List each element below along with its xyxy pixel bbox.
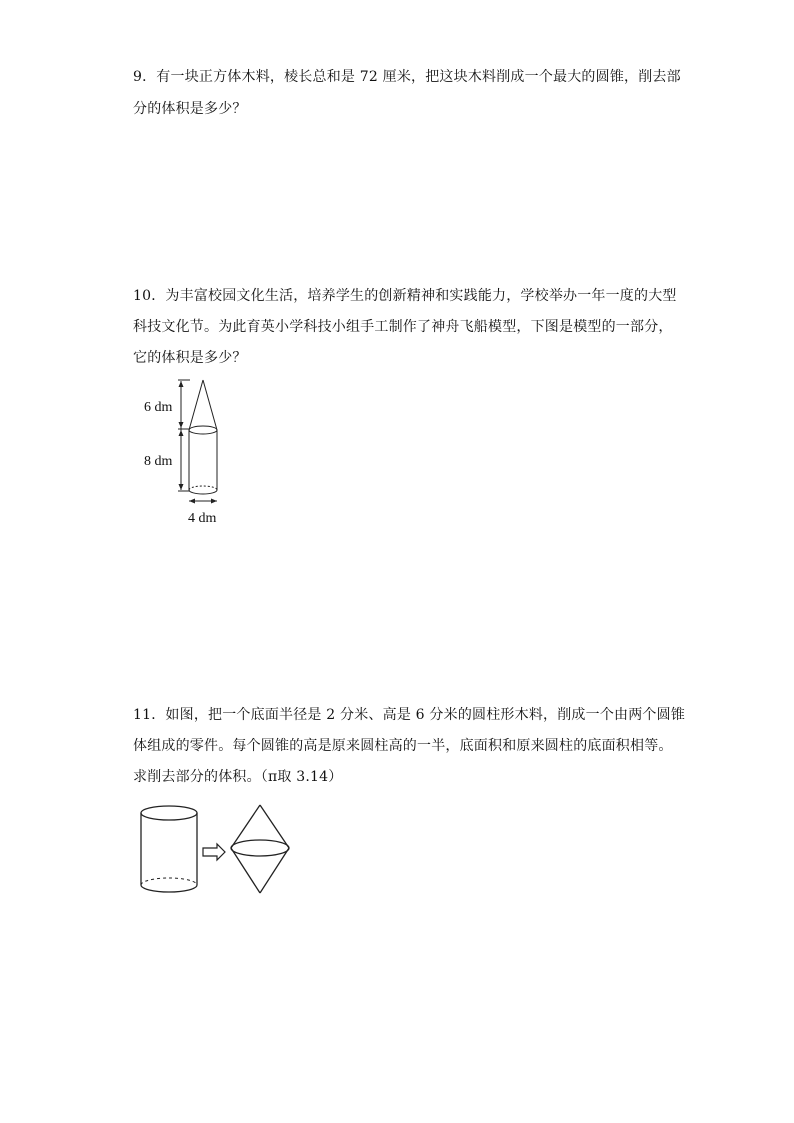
arrow-up-icon [179,430,184,436]
q9-text-line1: 9．有一块正方体木料，棱长总和是 72 厘米，把这块木料削成一个最大的圆锥，削去部 [133,69,681,85]
cylinder-to-double-cone-figure [135,800,305,900]
diameter-label: 4 dm [188,511,217,526]
cylinder-bottom-arc [189,490,217,494]
transform-arrow-icon [203,844,225,860]
arrow-up-icon [179,381,184,387]
q11-text-line2: 体组成的零件。每个圆锥的高是原来圆柱高的一半，底面积和原来圆柱的底面积相等。 [133,738,673,754]
middle-base-ellipse [231,840,289,856]
q11-text-line1: 11．如图，把一个底面半径是 2 分米、高是 6 分米的圆柱形木料，削成一个由两个圆锥 [133,707,686,723]
rocket-model-figure [140,375,250,530]
q11-text-line3: 求削去部分的体积。（π取 3.14） [133,769,343,785]
cylinder-height-label: 8 dm [144,454,173,469]
arrow-right-icon [211,499,217,504]
q10-text-line1: 10．为丰富校园文化生活，培养学生的创新精神和实践能力，学校举办一年一度的大型 [133,288,677,304]
cone-left-edge [189,380,203,430]
cylinder-top-ellipse [189,426,217,434]
cone-right-edge [203,380,217,430]
cylinder-top-ellipse [141,806,197,820]
q9-text-line2: 分的体积是多少？ [133,101,247,117]
arrow-down-icon [179,484,184,490]
cylinder-bottom-arc [141,885,197,892]
arrow-left-icon [189,499,195,504]
q10-text-line3: 它的体积是多少？ [133,350,247,366]
q10-text-line2: 科技文化节。为此育英小学科技小组手工制作了神舟飞船模型，下图是模型的一部分， [133,319,673,335]
cylinder-bottom-hidden-arc [141,878,197,885]
arrow-down-icon [179,422,184,428]
cone-height-label: 6 dm [144,400,173,415]
cylinder-bottom-hidden-arc [189,486,217,490]
